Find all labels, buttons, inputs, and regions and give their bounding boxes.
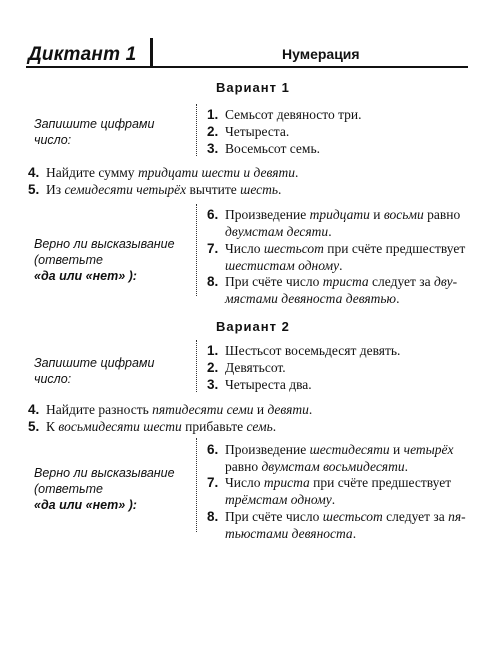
- header-divider: [150, 38, 153, 66]
- v2-item-4: 4. Найдите разность пятидесяти семи и девяти.: [28, 402, 313, 417]
- v1-item-4: 4. Найдите сумму тридцати шести и девяти.: [28, 165, 299, 180]
- v2-item-6: 6. Произведение шестидесяти и четырёх равно двумстам восьмидесяти.: [207, 442, 454, 474]
- v2-item-3: 3. Четыреста два.: [207, 377, 312, 392]
- v2-item-8: 8. При счёте число шестьсот следует за пя- тьюстами девяноста.: [207, 509, 466, 541]
- header-rule: [26, 66, 468, 68]
- v2-item-5: 5. К восьмидесяти шести прибавьте семь.: [28, 419, 277, 434]
- v2-item-7: 7. Число триста при счёте предшествует трёмстам одному.: [207, 475, 452, 507]
- variant-1-title: Вариант 1: [216, 80, 290, 95]
- v1-item-1: 1. Семьсот девяносто три.: [207, 107, 362, 122]
- v1-item-8: 8. При счёте число триста следует за дву- мястами девяноста девятью.: [207, 274, 458, 306]
- v1-item-3: 3. Восемьсот семь.: [207, 141, 321, 156]
- v1-label-true: Верно ли высказывание (ответьте «да или «нет» ):: [34, 237, 175, 283]
- v1-item-2: 2. Четыреста.: [207, 124, 290, 139]
- v1-divider-2: [196, 204, 197, 296]
- v1-item-6: 6. Произведение тридцати и восьми равно двумстам десяти.: [207, 207, 461, 239]
- variant-2-title: Вариант 2: [216, 319, 290, 334]
- v1-divider-1: [196, 104, 197, 156]
- v1-item-7: 7. Число шестьсот при счёте предшествует шестистам одному.: [207, 241, 466, 273]
- v2-divider-2: [196, 438, 197, 532]
- v2-label-write: Запишите цифрами число:: [34, 356, 155, 386]
- v2-item-2: 2. Девятьсот.: [207, 360, 286, 375]
- topic-title: Нумерация: [282, 46, 360, 62]
- v1-item-5: 5. Из семидесяти четырёх вычтите шесть.: [28, 182, 282, 197]
- v2-divider-1: [196, 340, 197, 392]
- dictation-title: Диктант 1: [28, 44, 137, 65]
- v2-item-1: 1. Шестьсот восемьдесят девять.: [207, 343, 401, 358]
- v2-label-true: Верно ли высказывание (ответьте «да или «нет» ):: [34, 466, 175, 512]
- v1-label-write: Запишите цифрами число:: [34, 117, 155, 147]
